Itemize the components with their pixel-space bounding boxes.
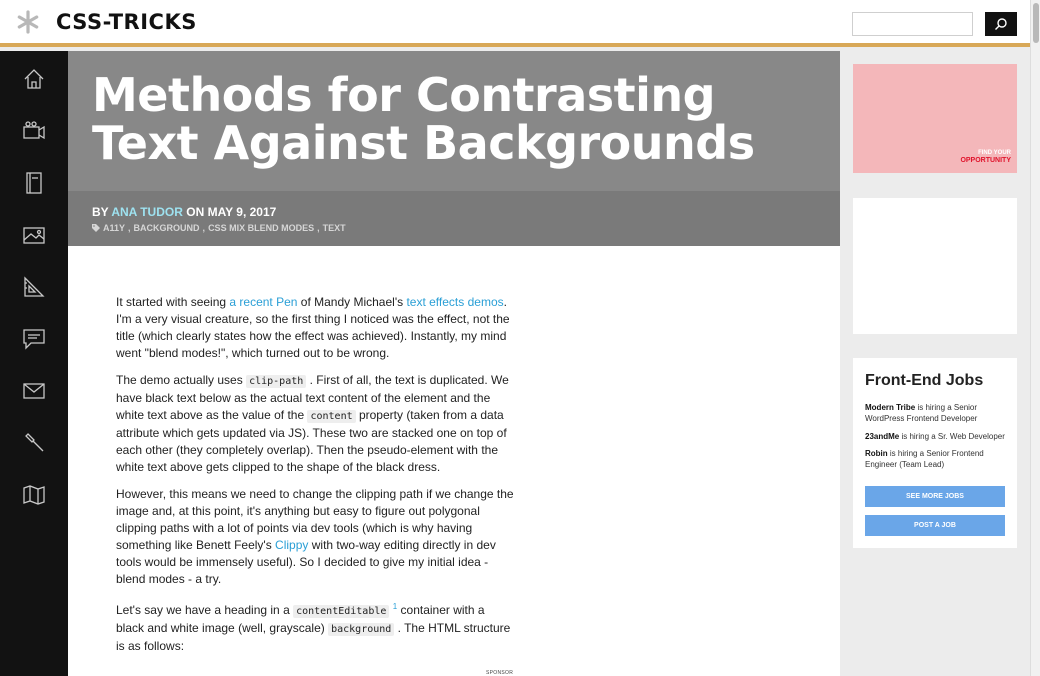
- jobs-title: Front-End Jobs: [865, 372, 984, 389]
- ad-text-line1: FIND YOUR: [978, 150, 1011, 156]
- job-listing[interactable]: Robin is hiring a Senior Frontend Engineer (Team Lead): [865, 449, 984, 469]
- home-icon[interactable]: [18, 63, 50, 95]
- mail-icon[interactable]: [18, 375, 50, 407]
- publish-date: MAY 9, 2017: [207, 205, 277, 219]
- left-nav-rail: [0, 51, 68, 676]
- inline-code: clip-path: [246, 375, 306, 388]
- clippy-link[interactable]: Clippy: [275, 538, 309, 552]
- forums-icon[interactable]: [18, 323, 50, 355]
- tag-link[interactable]: CSS MIX BLEND MODES: [208, 223, 315, 233]
- site-header: [0, 0, 1030, 47]
- article-body: [68, 246, 840, 676]
- paragraph: It started with seeing a recent Pen of Mandy Michael's text effects demos. I'm a very visual creature, so the first thing I noticed was the effect, not the title (which clearly states how the effect was achieved). Instantly, my mind went "blend modes!", which turned out to be wrong.: [116, 295, 510, 360]
- inline-code: contentEditable: [293, 605, 389, 618]
- search-input[interactable]: [852, 12, 973, 36]
- map-icon[interactable]: [18, 479, 50, 511]
- video-camera-icon[interactable]: [18, 115, 50, 147]
- article-meta: [68, 191, 840, 246]
- paragraph: The demo actually uses clip-path . First of all, the text is duplicated. We have black text below as the actual text content of the element and the white text above as the value of the content property (taken from a data attribute which gets updated via JS). These two are stacked one on top of each other (they completely overlap). Then the pseudo-element with the white text above gets clipped to the shape of the black dress.: [116, 373, 509, 474]
- site-logo-text[interactable]: CSS-TRICKS: [56, 10, 197, 34]
- sidebar-ad[interactable]: [853, 64, 1017, 173]
- article-content: [116, 294, 514, 665]
- see-more-jobs-button[interactable]: SEE MORE JOBS: [865, 486, 1005, 507]
- tag-link[interactable]: BACKGROUND: [133, 223, 200, 233]
- paragraph: However, this means we need to change the clipping path if we change the image and, at this point, it's anything but easy to figure out polygonal clipping paths with a lot of points via dev tools (which is why having something like Benett Feely's Clippy with two-way editing directly in dev tools would be immensely useful). So I decided to give my initial idea - blend modes - a try.: [116, 487, 514, 586]
- tag-icon: [92, 224, 100, 232]
- article-title: Methods for Contrasting Text Against Backgrounds: [92, 68, 755, 170]
- byline: [92, 205, 276, 219]
- asterisk-logo-icon[interactable]: [16, 10, 40, 34]
- text-effects-demos-link[interactable]: text effects demos: [406, 295, 504, 309]
- post-a-job-button[interactable]: POST A JOB: [865, 515, 1005, 536]
- hammer-icon[interactable]: [18, 427, 50, 459]
- article-hero: [68, 51, 840, 191]
- book-icon[interactable]: [18, 167, 50, 199]
- jobs-widget: [853, 358, 1017, 548]
- byline-on: ON: [186, 205, 205, 219]
- tag-link[interactable]: A11Y: [103, 223, 126, 233]
- page-scrollbar[interactable]: [1030, 0, 1040, 676]
- scrollbar-thumb[interactable]: [1033, 3, 1039, 43]
- job-listing[interactable]: Modern Tribe is hiring a Senior WordPress Frontend Developer: [865, 403, 978, 423]
- tag-link[interactable]: TEXT: [322, 223, 346, 233]
- sidebar-ad-placeholder: [853, 198, 1017, 334]
- search-icon: [994, 17, 1008, 31]
- inline-code: background: [328, 623, 394, 636]
- inline-code: content: [307, 410, 355, 423]
- author-link[interactable]: ANA TUDOR: [111, 205, 183, 219]
- sponsor-label: SPONSOR: [486, 670, 514, 676]
- paragraph: Let's say we have a heading in a contentEditable $^1$ container with a black and white image (well, grayscale) background . The HTML structure is as follows:: [116, 602, 511, 653]
- image-icon[interactable]: [18, 219, 50, 251]
- recent-pen-link[interactable]: a recent Pen: [229, 295, 298, 309]
- job-listing[interactable]: 23andMe is hiring a Sr. Web Developer: [865, 432, 1005, 441]
- footnote-link[interactable]: 1: [392, 602, 398, 611]
- search-button[interactable]: [985, 12, 1017, 36]
- byline-prefix: BY: [92, 205, 109, 219]
- tag-list: A11Y , BACKGROUND , CSS MIX BLEND MODES , TEXT: [92, 223, 346, 233]
- design-tools-icon[interactable]: [18, 271, 50, 303]
- ad-text-line2: OPPORTUNITY: [960, 157, 1011, 164]
